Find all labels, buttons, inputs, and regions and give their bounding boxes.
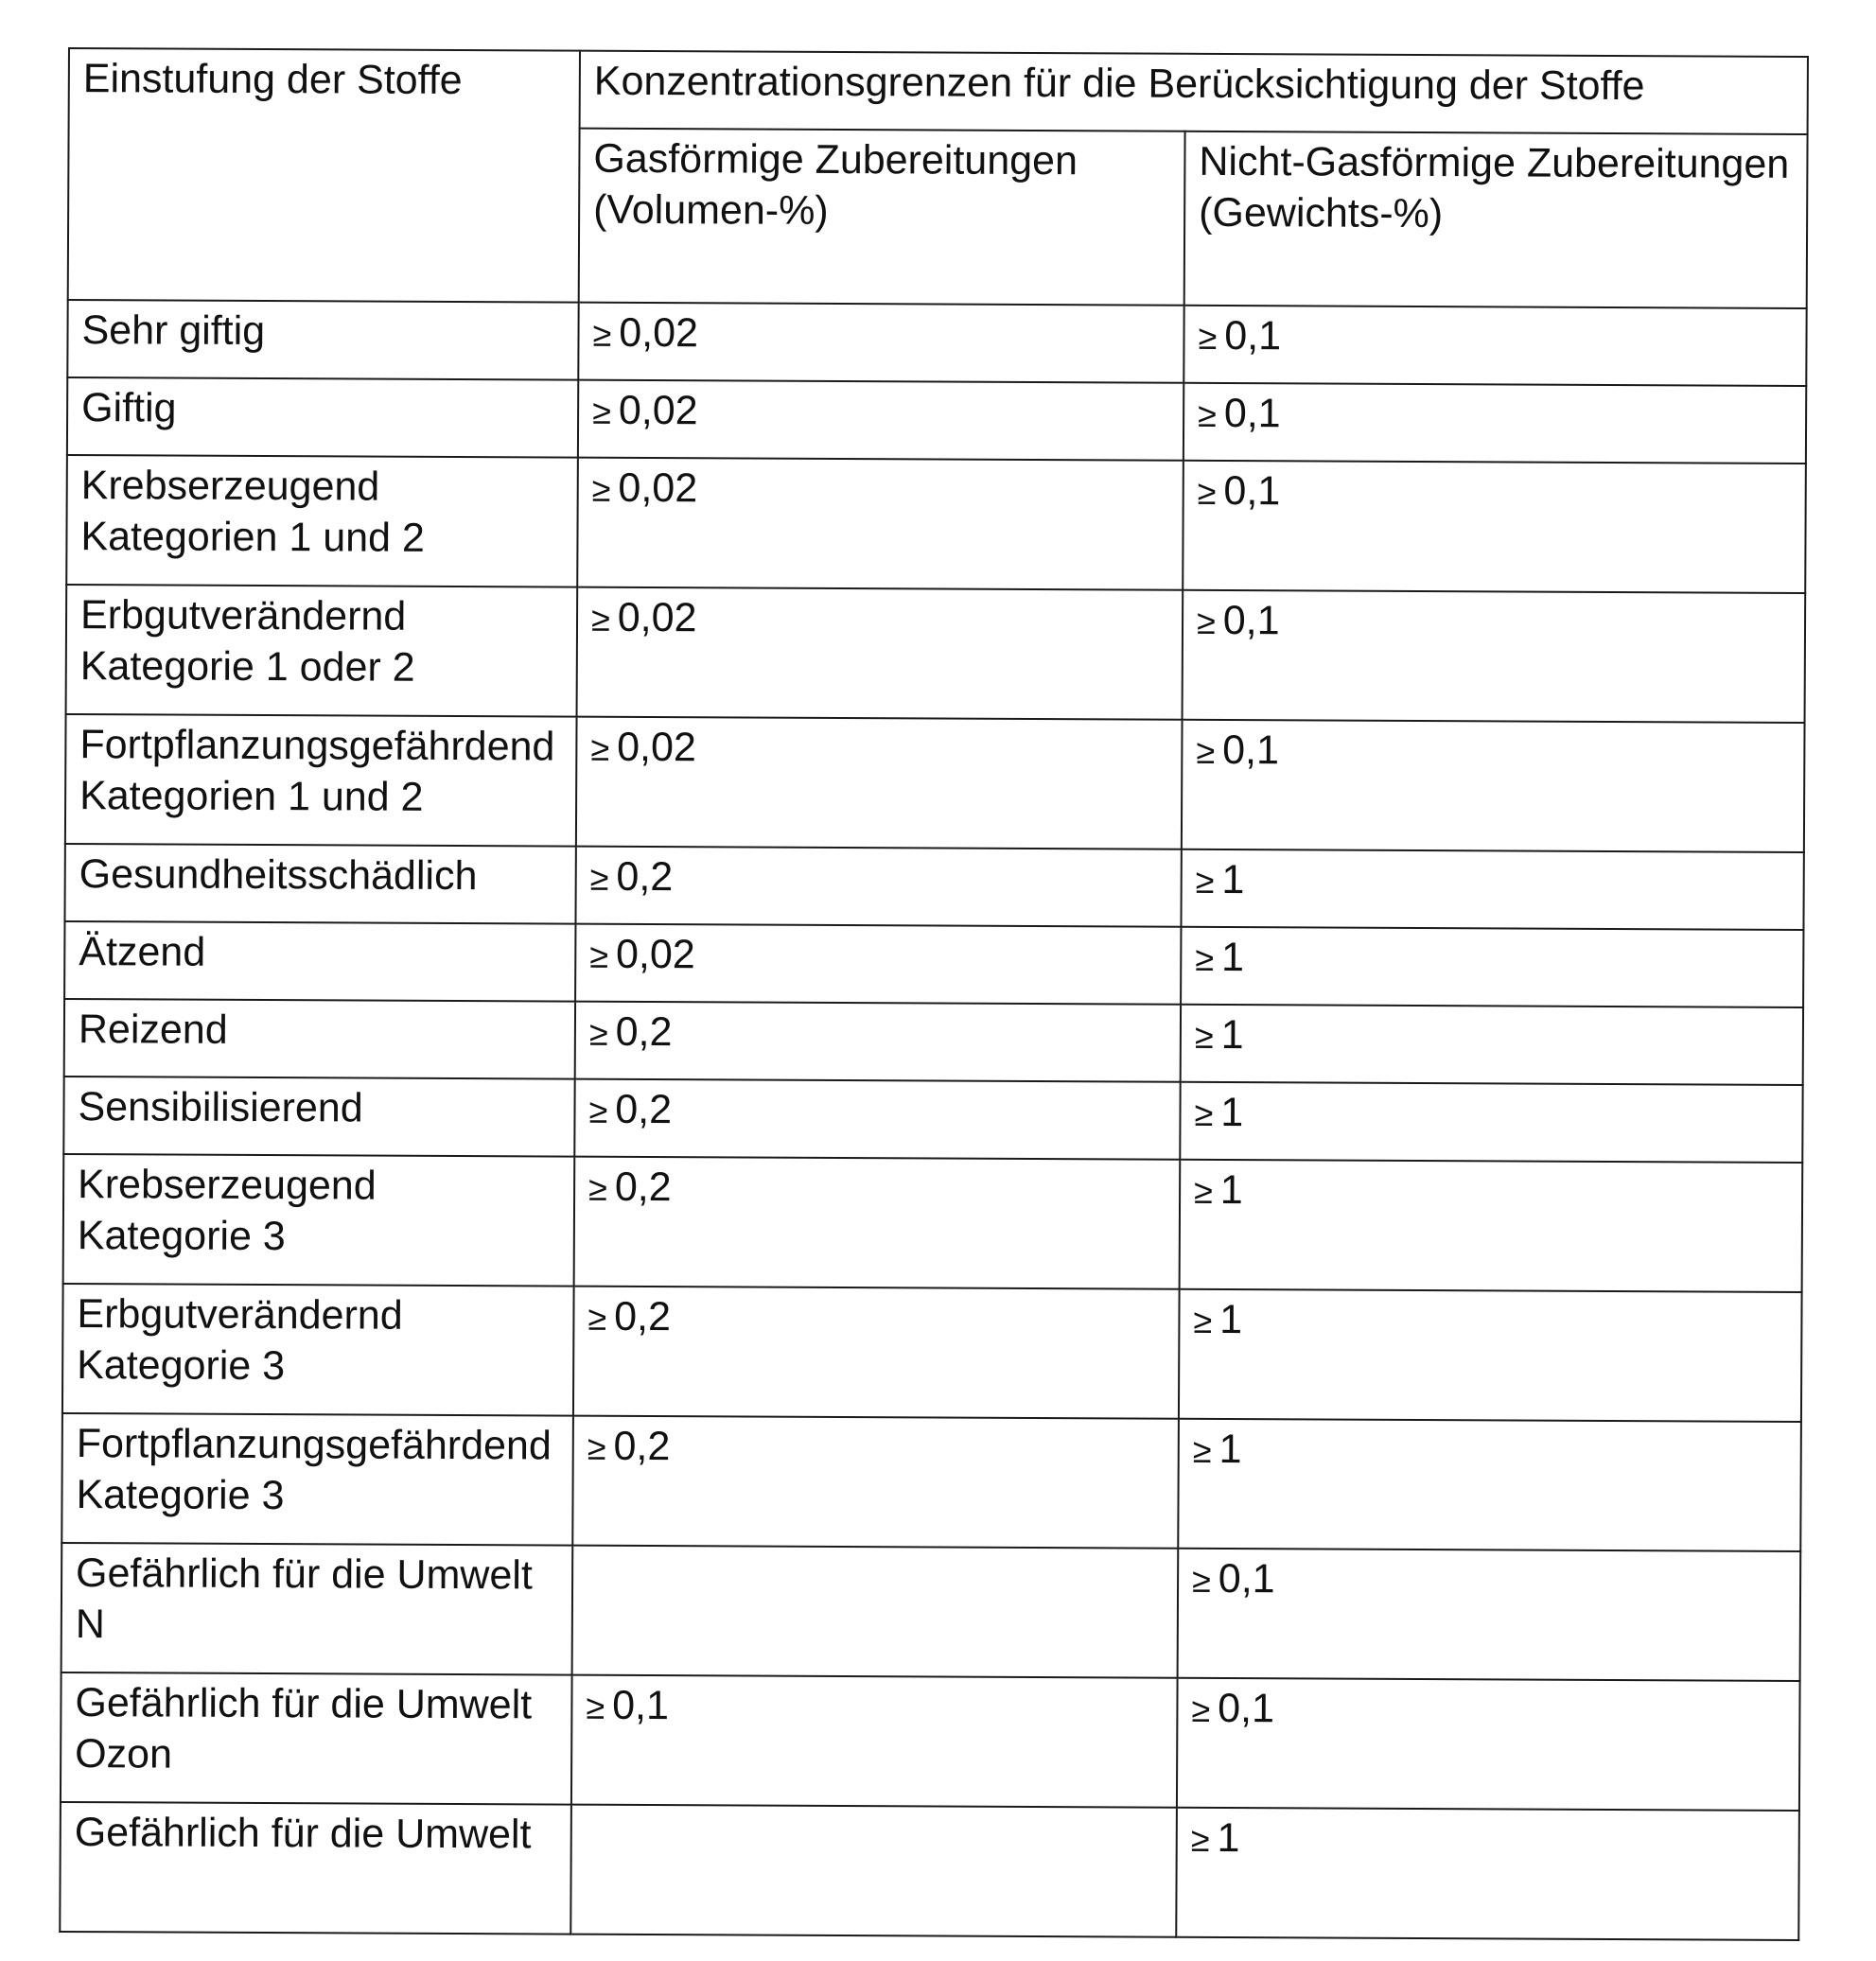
limit-value: 0,2	[613, 1423, 671, 1470]
limit-value: 1	[1220, 1011, 1244, 1059]
non-gaseous-limit-cell	[1179, 1289, 1802, 1422]
header-concentration-limits: Konzentrationsgrenzen für die Berücksichtigung der Stoffe	[580, 51, 1808, 134]
gaseous-limit-cell	[575, 924, 1181, 1005]
limit-value: 0,02	[618, 464, 698, 512]
gaseous-limit-cell	[572, 1416, 1179, 1549]
classification-cell: Reizend	[64, 999, 575, 1079]
gaseous-limit-cell	[572, 1546, 1179, 1678]
table-row	[66, 455, 1806, 593]
limit-value: 1	[1220, 1089, 1244, 1136]
limit-value: 0,02	[617, 594, 697, 641]
concentration-limits-table	[59, 47, 1809, 1941]
limit-value: 1	[1217, 1814, 1240, 1862]
greater-equal-symbol: ≥	[592, 392, 611, 431]
classification-cell: Fortpflanzungsgefährdend Kategorien 1 und 2	[65, 714, 577, 847]
limit-value: 0,2	[616, 853, 674, 901]
limit-value: 0,02	[618, 387, 698, 434]
gaseous-limit-cell	[570, 1805, 1177, 1937]
classification-cell: Gesundheitsschädlich	[64, 844, 575, 924]
classification-cell: Gefährlich für die Umwelt	[60, 1802, 571, 1935]
greater-equal-symbol: ≥	[1190, 1819, 1210, 1859]
table-row	[64, 921, 1803, 1007]
header-gaseous: Gasförmige Zubereitungen (Volumen-%)	[579, 129, 1185, 306]
table-row	[64, 844, 1803, 930]
classification-cell: Sensibilisierend	[63, 1077, 574, 1157]
limit-value: 0,1	[1223, 390, 1281, 437]
greater-equal-symbol: ≥	[587, 1298, 607, 1338]
table-row	[62, 1284, 1802, 1422]
gaseous-limit-cell	[574, 1079, 1180, 1160]
non-gaseous-limit-cell	[1180, 1160, 1803, 1292]
non-gaseous-limit-cell	[1183, 461, 1806, 593]
greater-equal-symbol: ≥	[1197, 472, 1217, 512]
greater-equal-symbol: ≥	[587, 1427, 606, 1467]
greater-equal-symbol: ≥	[1191, 1560, 1211, 1600]
greater-equal-symbol: ≥	[1194, 1094, 1214, 1133]
non-gaseous-limit-cell	[1181, 1005, 1803, 1085]
gaseous-limit-cell	[578, 303, 1183, 383]
greater-equal-symbol: ≥	[588, 1013, 608, 1053]
greater-equal-symbol: ≥	[591, 469, 611, 509]
table-row	[63, 1154, 1803, 1292]
header-non-gaseous: Nicht-Gasförmige Zubereitungen (Gewichts-%)	[1184, 131, 1808, 308]
greater-equal-symbol: ≥	[590, 599, 610, 639]
header-classification: Einstufung der Stoffe	[68, 48, 580, 303]
non-gaseous-limit-cell	[1183, 306, 1806, 386]
limit-value: 0,1	[1222, 597, 1280, 644]
table-row	[67, 300, 1806, 386]
gaseous-limit-cell	[573, 1287, 1180, 1419]
non-gaseous-limit-cell	[1180, 1082, 1802, 1163]
gaseous-limit-cell	[577, 458, 1183, 590]
classification-cell: Fortpflanzungsgefährdend Kategorie 3	[61, 1413, 573, 1546]
greater-equal-symbol: ≥	[1195, 938, 1215, 978]
non-gaseous-limit-cell	[1182, 720, 1805, 852]
limit-value: 0,1	[1222, 727, 1280, 774]
greater-equal-symbol: ≥	[1196, 731, 1216, 771]
classification-cell: Gefährlich für die Umwelt Ozon	[61, 1672, 572, 1805]
non-gaseous-limit-cell	[1181, 849, 1803, 930]
table-body	[60, 300, 1806, 1940]
non-gaseous-limit-cell	[1183, 590, 1806, 723]
greater-equal-symbol: ≥	[1195, 861, 1215, 901]
non-gaseous-limit-cell	[1178, 1549, 1801, 1681]
limit-value: 1	[1221, 856, 1245, 903]
classification-cell: Erbgutverändernd Kategorie 3	[62, 1284, 574, 1416]
greater-equal-symbol: ≥	[586, 1687, 605, 1726]
greater-equal-symbol: ≥	[1196, 602, 1216, 641]
table-row	[60, 1802, 1799, 1940]
gaseous-limit-cell	[575, 847, 1181, 927]
greater-equal-symbol: ≥	[1191, 1690, 1211, 1729]
limit-value: 0,02	[617, 724, 696, 771]
table-row	[67, 377, 1806, 464]
header-row-1	[69, 48, 1808, 134]
greater-equal-symbol: ≥	[1198, 317, 1218, 357]
table-row	[66, 585, 1806, 723]
classification-cell: Ätzend	[64, 921, 575, 1002]
greater-equal-symbol: ≥	[1193, 1301, 1213, 1340]
greater-equal-symbol: ≥	[588, 1168, 607, 1208]
gaseous-limit-cell	[575, 1002, 1181, 1082]
limit-value: 0,02	[615, 931, 695, 978]
non-gaseous-limit-cell	[1178, 1419, 1801, 1551]
greater-equal-symbol: ≥	[1194, 1016, 1214, 1056]
limit-value: 0,2	[615, 1086, 673, 1133]
non-gaseous-limit-cell	[1183, 383, 1806, 464]
greater-equal-symbol: ≥	[1192, 1430, 1212, 1470]
limit-value: 1	[1220, 934, 1245, 981]
limit-value: 0,02	[619, 309, 699, 357]
classification-cell: Krebserzeugend Kategorie 3	[63, 1154, 575, 1287]
greater-equal-symbol: ≥	[589, 858, 609, 898]
gaseous-limit-cell	[571, 1675, 1178, 1808]
limit-value: 0,1	[1224, 312, 1282, 359]
limit-value: 0,1	[1223, 467, 1281, 515]
classification-cell: Erbgutverändernd Kategorie 1 oder 2	[66, 585, 578, 717]
table-row	[63, 1077, 1802, 1163]
gaseous-limit-cell	[577, 587, 1183, 720]
classification-cell: Gefährlich für die Umwelt N	[61, 1543, 573, 1675]
limit-value: 1	[1219, 1296, 1243, 1343]
limit-value: 1	[1219, 1426, 1242, 1473]
classification-cell: Krebserzeugend Kategorien 1 und 2	[66, 455, 578, 587]
non-gaseous-limit-cell	[1177, 1678, 1800, 1811]
greater-equal-symbol: ≥	[590, 728, 610, 768]
limit-value: 0,1	[1218, 1685, 1275, 1732]
limit-value: 1	[1219, 1166, 1243, 1214]
classification-cell: Sehr giftig	[67, 300, 578, 380]
limit-value: 0,2	[614, 1293, 672, 1340]
table-row	[65, 714, 1805, 852]
non-gaseous-limit-cell	[1181, 927, 1803, 1007]
greater-equal-symbol: ≥	[588, 1091, 608, 1130]
limit-value: 0,1	[1218, 1555, 1275, 1602]
classification-cell: Giftig	[67, 377, 578, 458]
table-row	[61, 1413, 1801, 1551]
non-gaseous-limit-cell	[1176, 1808, 1799, 1940]
gaseous-limit-cell	[576, 717, 1183, 849]
limit-value: 0,1	[612, 1682, 670, 1729]
table-row	[64, 999, 1803, 1085]
greater-equal-symbol: ≥	[592, 314, 612, 354]
table-row	[61, 1672, 1800, 1811]
limit-value: 0,2	[614, 1164, 672, 1211]
greater-equal-symbol: ≥	[589, 936, 609, 975]
table-row	[61, 1543, 1801, 1681]
gaseous-limit-cell	[574, 1157, 1181, 1289]
greater-equal-symbol: ≥	[1194, 1171, 1213, 1211]
greater-equal-symbol: ≥	[1198, 394, 1217, 434]
limit-value: 0,2	[615, 1008, 673, 1056]
gaseous-limit-cell	[578, 380, 1183, 461]
